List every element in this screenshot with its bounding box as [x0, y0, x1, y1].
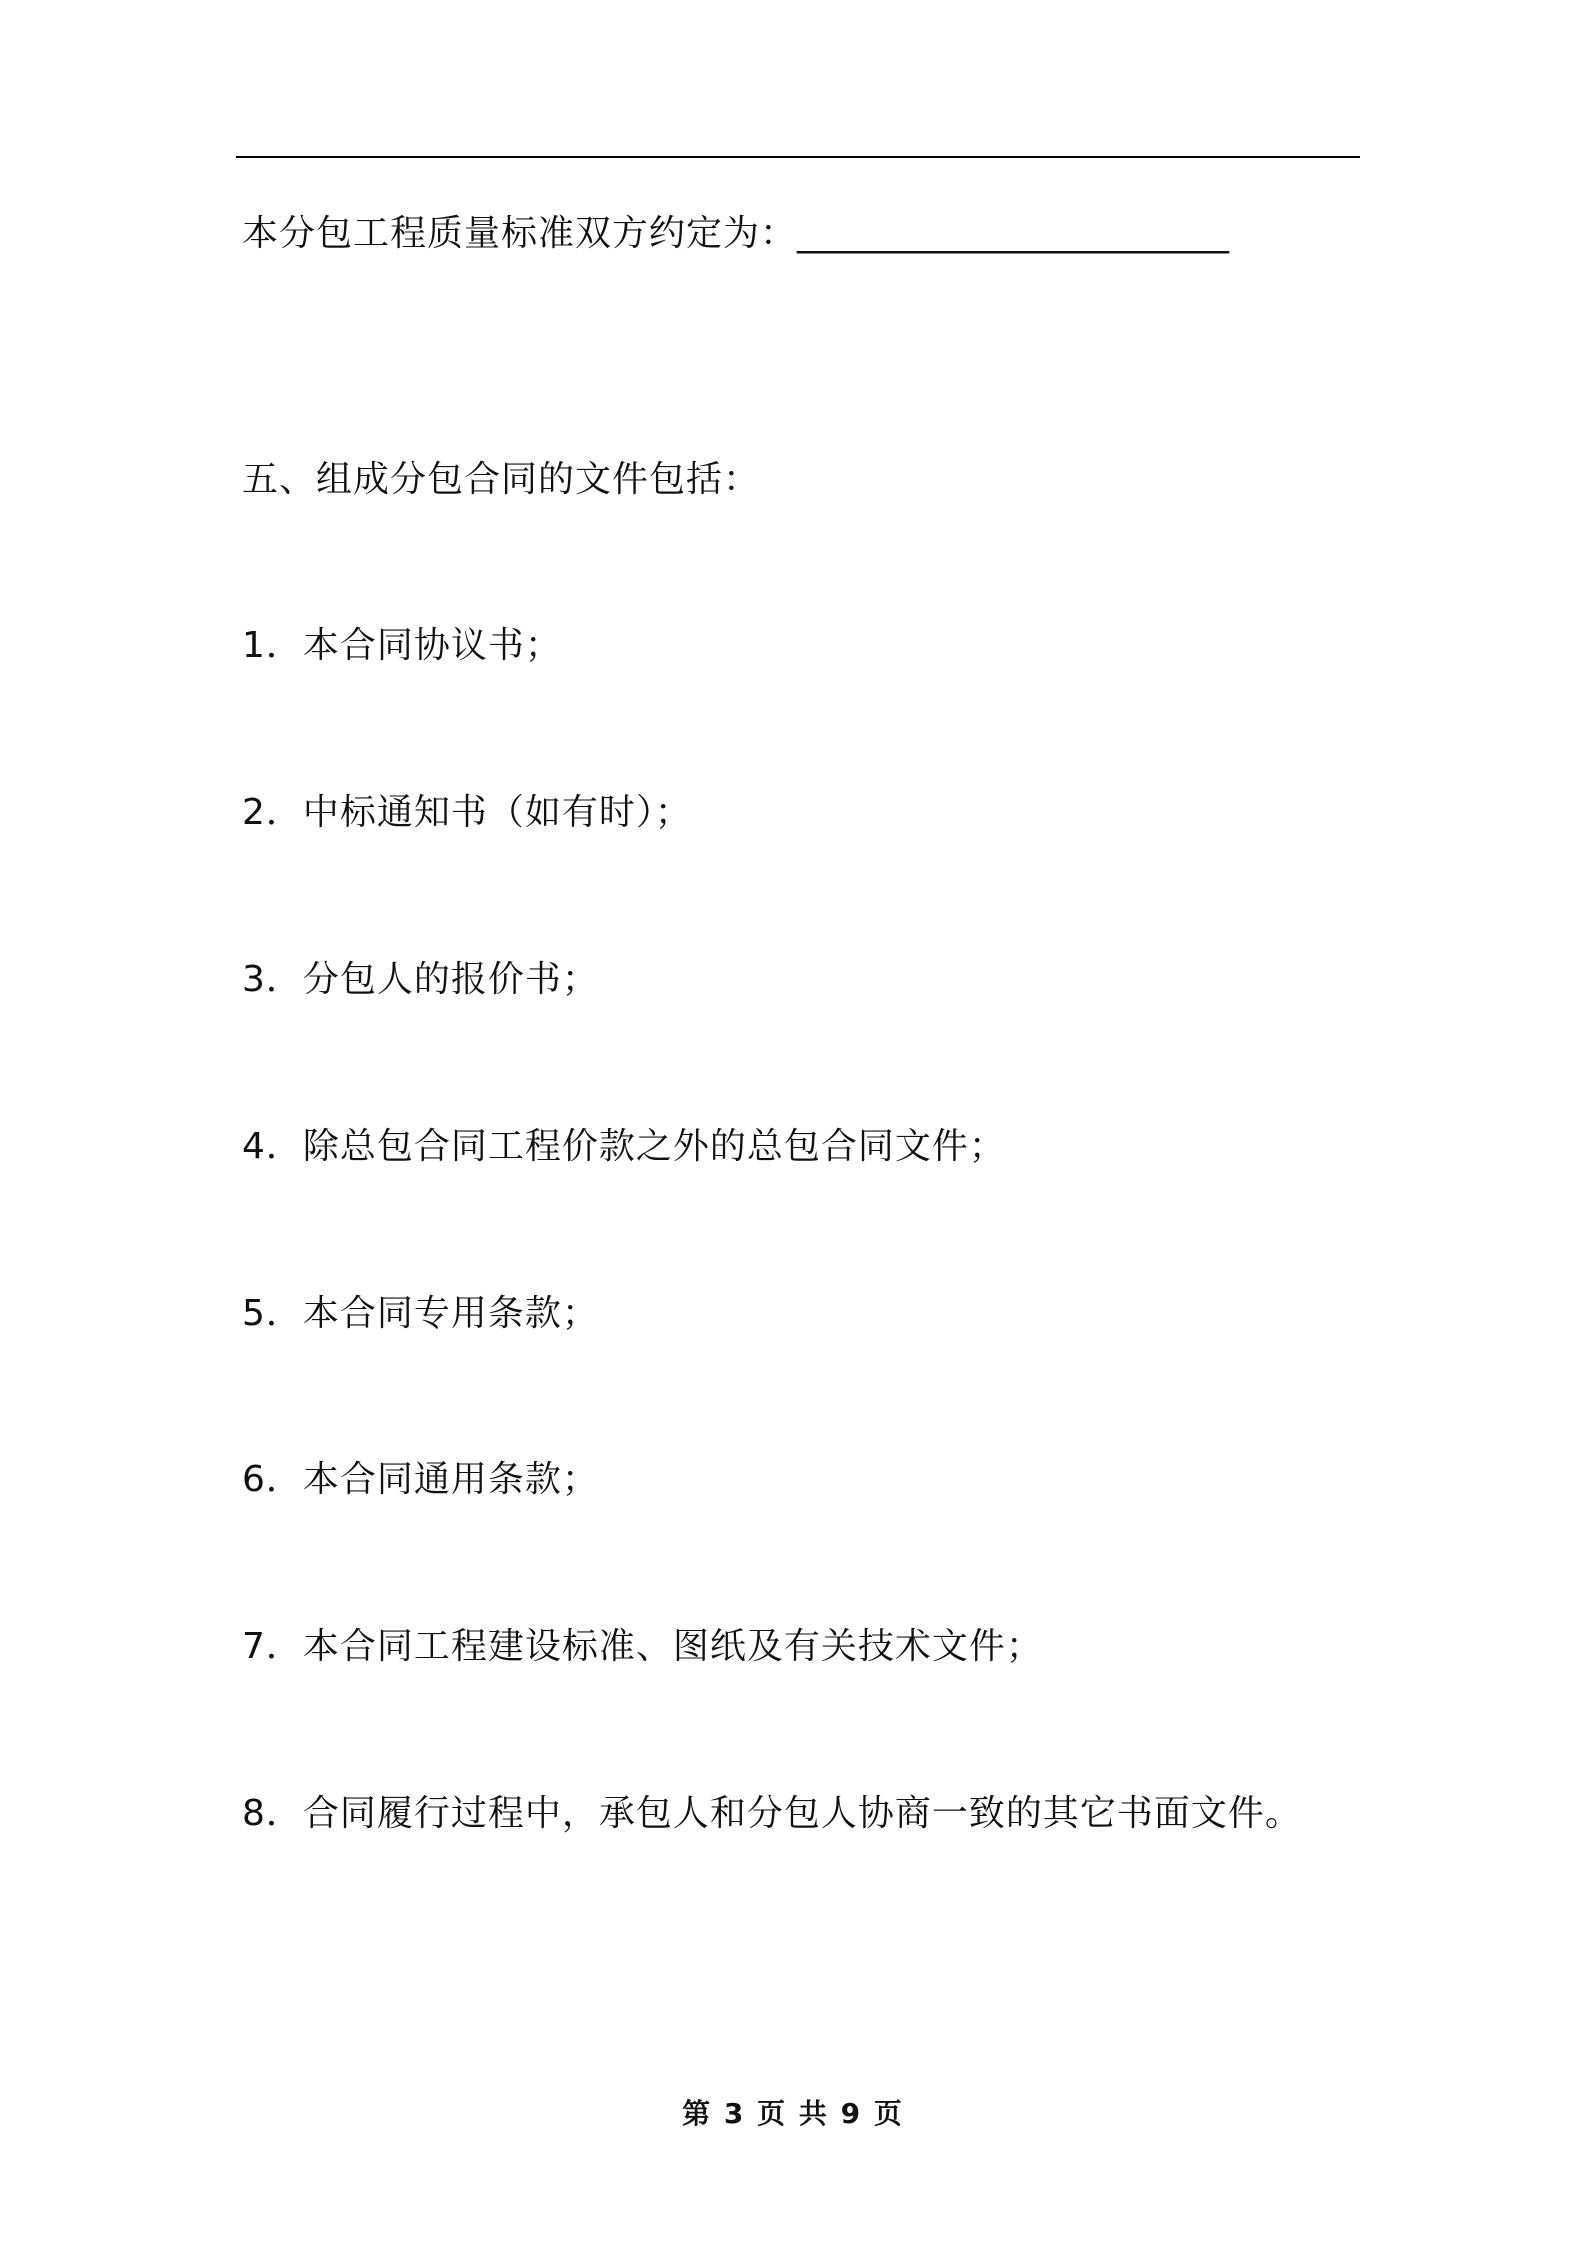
list-item-7: 7．本合同工程建设标准、图纸及有关技术文件；: [242, 1626, 1043, 1667]
quality-standard-clause: [242, 210, 1229, 258]
list-item-4: 4．除总包合同工程价款之外的总包合同文件；: [242, 1126, 1006, 1167]
page-number-footer: 第 3 页 共 9 页: [682, 2097, 904, 2130]
section-5-heading: 五、组成分包合同的文件包括：: [242, 459, 761, 500]
list-item-3: 3．分包人的报价书；: [242, 959, 599, 1000]
list-item-6: 6．本合同通用条款；: [242, 1459, 599, 1500]
list-item-1: 1．本合同协议书；: [242, 625, 562, 666]
list-item-5: 5．本合同专用条款；: [242, 1293, 599, 1334]
list-item-2: 2．中标通知书（如有时）；: [242, 792, 692, 833]
header-rule: [236, 156, 1360, 158]
quality-standard-label: 本分包工程质量标准双方约定为：: [242, 213, 798, 254]
list-item-8: 8．合同履行过程中，承包人和分包人协商一致的其它书面文件。: [242, 1793, 1302, 1834]
quality-standard-blank: ________________________: [797, 213, 1230, 254]
